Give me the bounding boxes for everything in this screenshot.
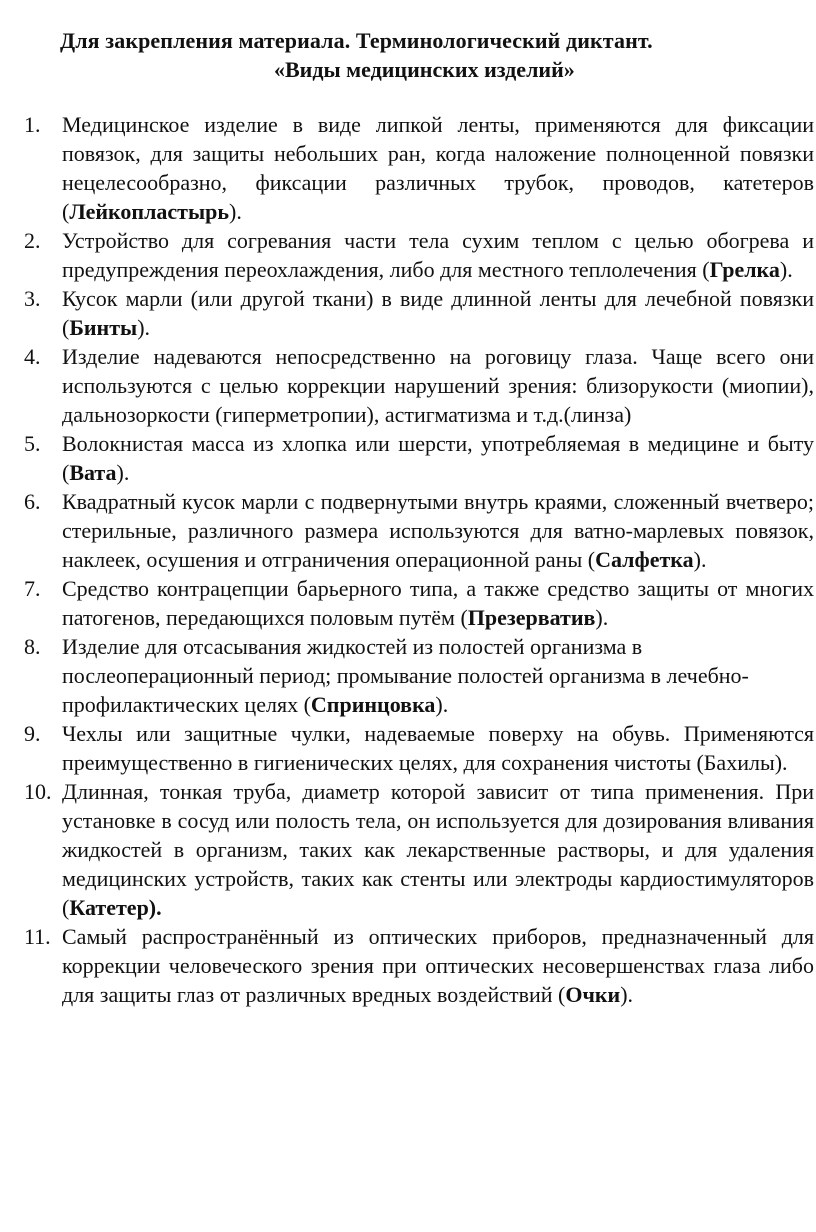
item-number: 6. [24, 489, 41, 514]
item-definition: Изделие надеваются непосредственно на роговицу глаза. Чаще всего они используются с целью коррекции нарушений зрения: близорукости (миопии), дальнозоркости (гиперметропии), астигматизма и т.д.(линза) [62, 344, 814, 427]
item-definition: Кусок марли (или другой ткани) в виде длинной ленты для лечебной повязки ( [62, 286, 814, 340]
item-text [62, 777, 814, 922]
item-number: 3. [24, 286, 41, 311]
item-number: 9. [24, 721, 41, 746]
item-closing: ). [435, 692, 449, 717]
item-text [62, 342, 814, 429]
list-item-4 [24, 342, 814, 429]
document-title: Для закрепления материала. Терминологический диктант. [60, 28, 653, 53]
list-item-8 [24, 632, 814, 719]
item-definition: Волокнистая масса из хлопка или шерсти, употребляемая в медицине и быту ( [62, 431, 814, 485]
item-definition: Средство контрацепции барьерного типа, а также средство защиты от многих патогенов, передающихся половым путём ( [62, 576, 814, 630]
item-text [62, 226, 814, 284]
item-closing: ). [693, 547, 707, 572]
list-item-11 [24, 922, 814, 1009]
item-number: 2. [24, 228, 41, 253]
item-term: Лейкопластырь [69, 199, 230, 224]
item-number: 1. [24, 112, 41, 137]
item-text [62, 574, 814, 632]
dictation-list [24, 110, 814, 1009]
item-number: 4. [24, 344, 41, 369]
list-item-9 [24, 719, 814, 777]
item-definition: Самый распространённый из оптических приборов, предназначенный для коррекции человеческого зрения при оптических несовершенствах глаза либо для защиты глаз от различных вредных воздействий ( [62, 924, 814, 1007]
item-text [62, 110, 814, 226]
item-number: 11. [24, 924, 51, 949]
item-text [62, 284, 814, 342]
item-term: Спринцовка [310, 692, 436, 717]
list-item-5 [24, 429, 814, 487]
item-text [62, 487, 814, 574]
item-term: Катетер). [69, 895, 162, 920]
list-item-1 [24, 110, 814, 226]
item-number: 5. [24, 431, 41, 456]
item-term: Презерватив [467, 605, 596, 630]
item-term: Грелка [709, 257, 780, 282]
item-term: Очки [565, 982, 621, 1007]
item-closing: ). [229, 199, 242, 224]
item-definition: Квадратный кусок марли с подвернутыми внутрь краями, сложенный вчетверо; стерильные, различного размера используются для ватно-марлевых повязок, наклеек, осушения и отграничения операционной раны ( [62, 489, 814, 572]
list-item-2 [24, 226, 814, 284]
item-text [62, 429, 814, 487]
item-closing: ). [137, 315, 151, 340]
item-number: 8. [24, 634, 41, 659]
item-text [62, 632, 814, 719]
item-number: 7. [24, 576, 41, 601]
list-item-3 [24, 284, 814, 342]
item-term: Вата [69, 460, 117, 485]
item-definition: Длинная, тонкая труба, диаметр которой зависит от типа применения. При установке в сосуд или полость тела, он используется для дозирования вливания жидкостей в организм, таких как лекарственные растворы, и для удаления медицинских устройств, таких как стенты или электроды кардиостимуляторов ( [62, 779, 814, 920]
item-closing: ). [595, 605, 609, 630]
item-definition: Устройство для согревания части тела сухим теплом с целью обогрева и предупреждения переохлаждения, либо для местного теплолечения ( [62, 228, 814, 282]
list-item-6 [24, 487, 814, 574]
document-subtitle: «Виды медицинских изделий» [274, 57, 575, 82]
item-closing: ). [620, 982, 634, 1007]
item-definition: Изделие для отсасывания жидкостей из полостей организма в послеоперационный период; промывание полостей организма в лечебно-профилактических целях ( [62, 634, 749, 717]
list-item-10 [24, 777, 814, 922]
list-item-7 [24, 574, 814, 632]
item-text [62, 922, 814, 1009]
item-closing: ). [116, 460, 130, 485]
item-number: 10. [24, 779, 52, 804]
item-term: Бинты [69, 315, 138, 340]
item-text [62, 719, 814, 777]
item-definition: Медицинское изделие в виде липкой ленты, применяются для фиксации повязок, для защиты небольших ран, когда наложение полноценной повязки нецелесообразно, фиксации различных трубок, проводов, катетеров ( [62, 112, 814, 224]
item-closing: ). [779, 257, 793, 282]
item-term: Салфетка [595, 547, 694, 572]
item-definition: Чехлы или защитные чулки, надеваемые поверху на обувь. Применяются преимущественно в гигиенических целях, для сохранения чистоты (Бахилы). [62, 721, 814, 775]
